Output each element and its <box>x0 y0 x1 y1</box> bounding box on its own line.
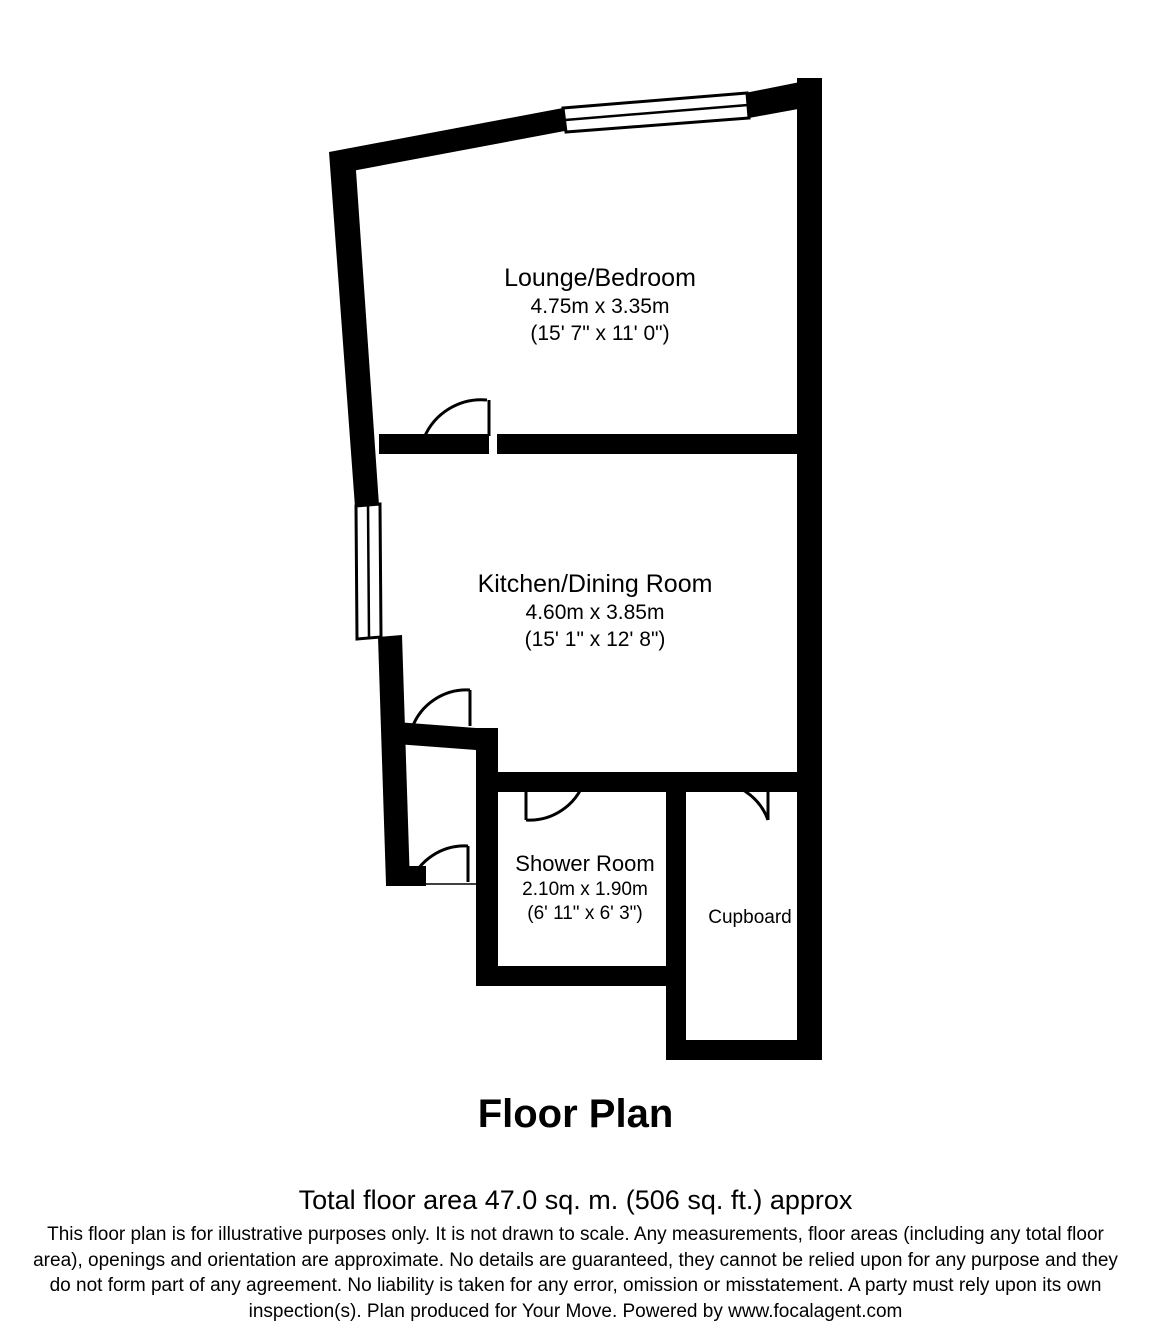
room-dim-imperial-shower: (6' 11" x 6' 3") <box>527 903 643 925</box>
room-dim-metric-lounge: 4.75m x 3.35m <box>530 295 670 318</box>
room-dim-imperial-kitchen: (15' 1" x 12' 8") <box>524 627 666 651</box>
room-name-lounge: Lounge/Bedroom <box>504 264 696 292</box>
room-dim-metric-kitchen: 4.60m x 3.85m <box>525 601 665 624</box>
room-name-cupboard: Cupboard <box>708 907 792 928</box>
window-left <box>356 504 381 639</box>
room-name-kitchen: Kitchen/Dining Room <box>477 570 713 598</box>
room-dim-metric-shower: 2.10m x 1.90m <box>522 879 648 901</box>
door-lounge <box>424 400 489 438</box>
footer <box>0 1185 1151 1325</box>
window-top <box>563 93 749 132</box>
page-title: Floor Plan <box>477 1092 674 1136</box>
disclaimer-text: This floor plan is for illustrative purposes only. It is not drawn to scale. Any measurements, floor areas (including any total floor area), openings and orientation are approximate. No details are guaranteed, they cannot be relied upon for any purpose and they do not form part of any agreement. No liability is taken for any error, omission or misstatement. A party must rely upon its own inspection(s). Plan produced for Your Move. Powered by www.focalagent.com <box>33 1224 1118 1322</box>
door-hall-upper <box>412 690 470 728</box>
room-label-lounge <box>430 262 770 348</box>
room-label-cupboard <box>650 906 850 930</box>
room-name-shower: Shower Room <box>515 851 655 876</box>
total-floor-area: Total floor area 47.0 sq. m. (506 sq. ft.) approx <box>298 1185 853 1215</box>
room-label-kitchen <box>425 568 765 654</box>
room-dim-imperial-lounge: (15' 7" x 11' 0") <box>530 321 670 345</box>
